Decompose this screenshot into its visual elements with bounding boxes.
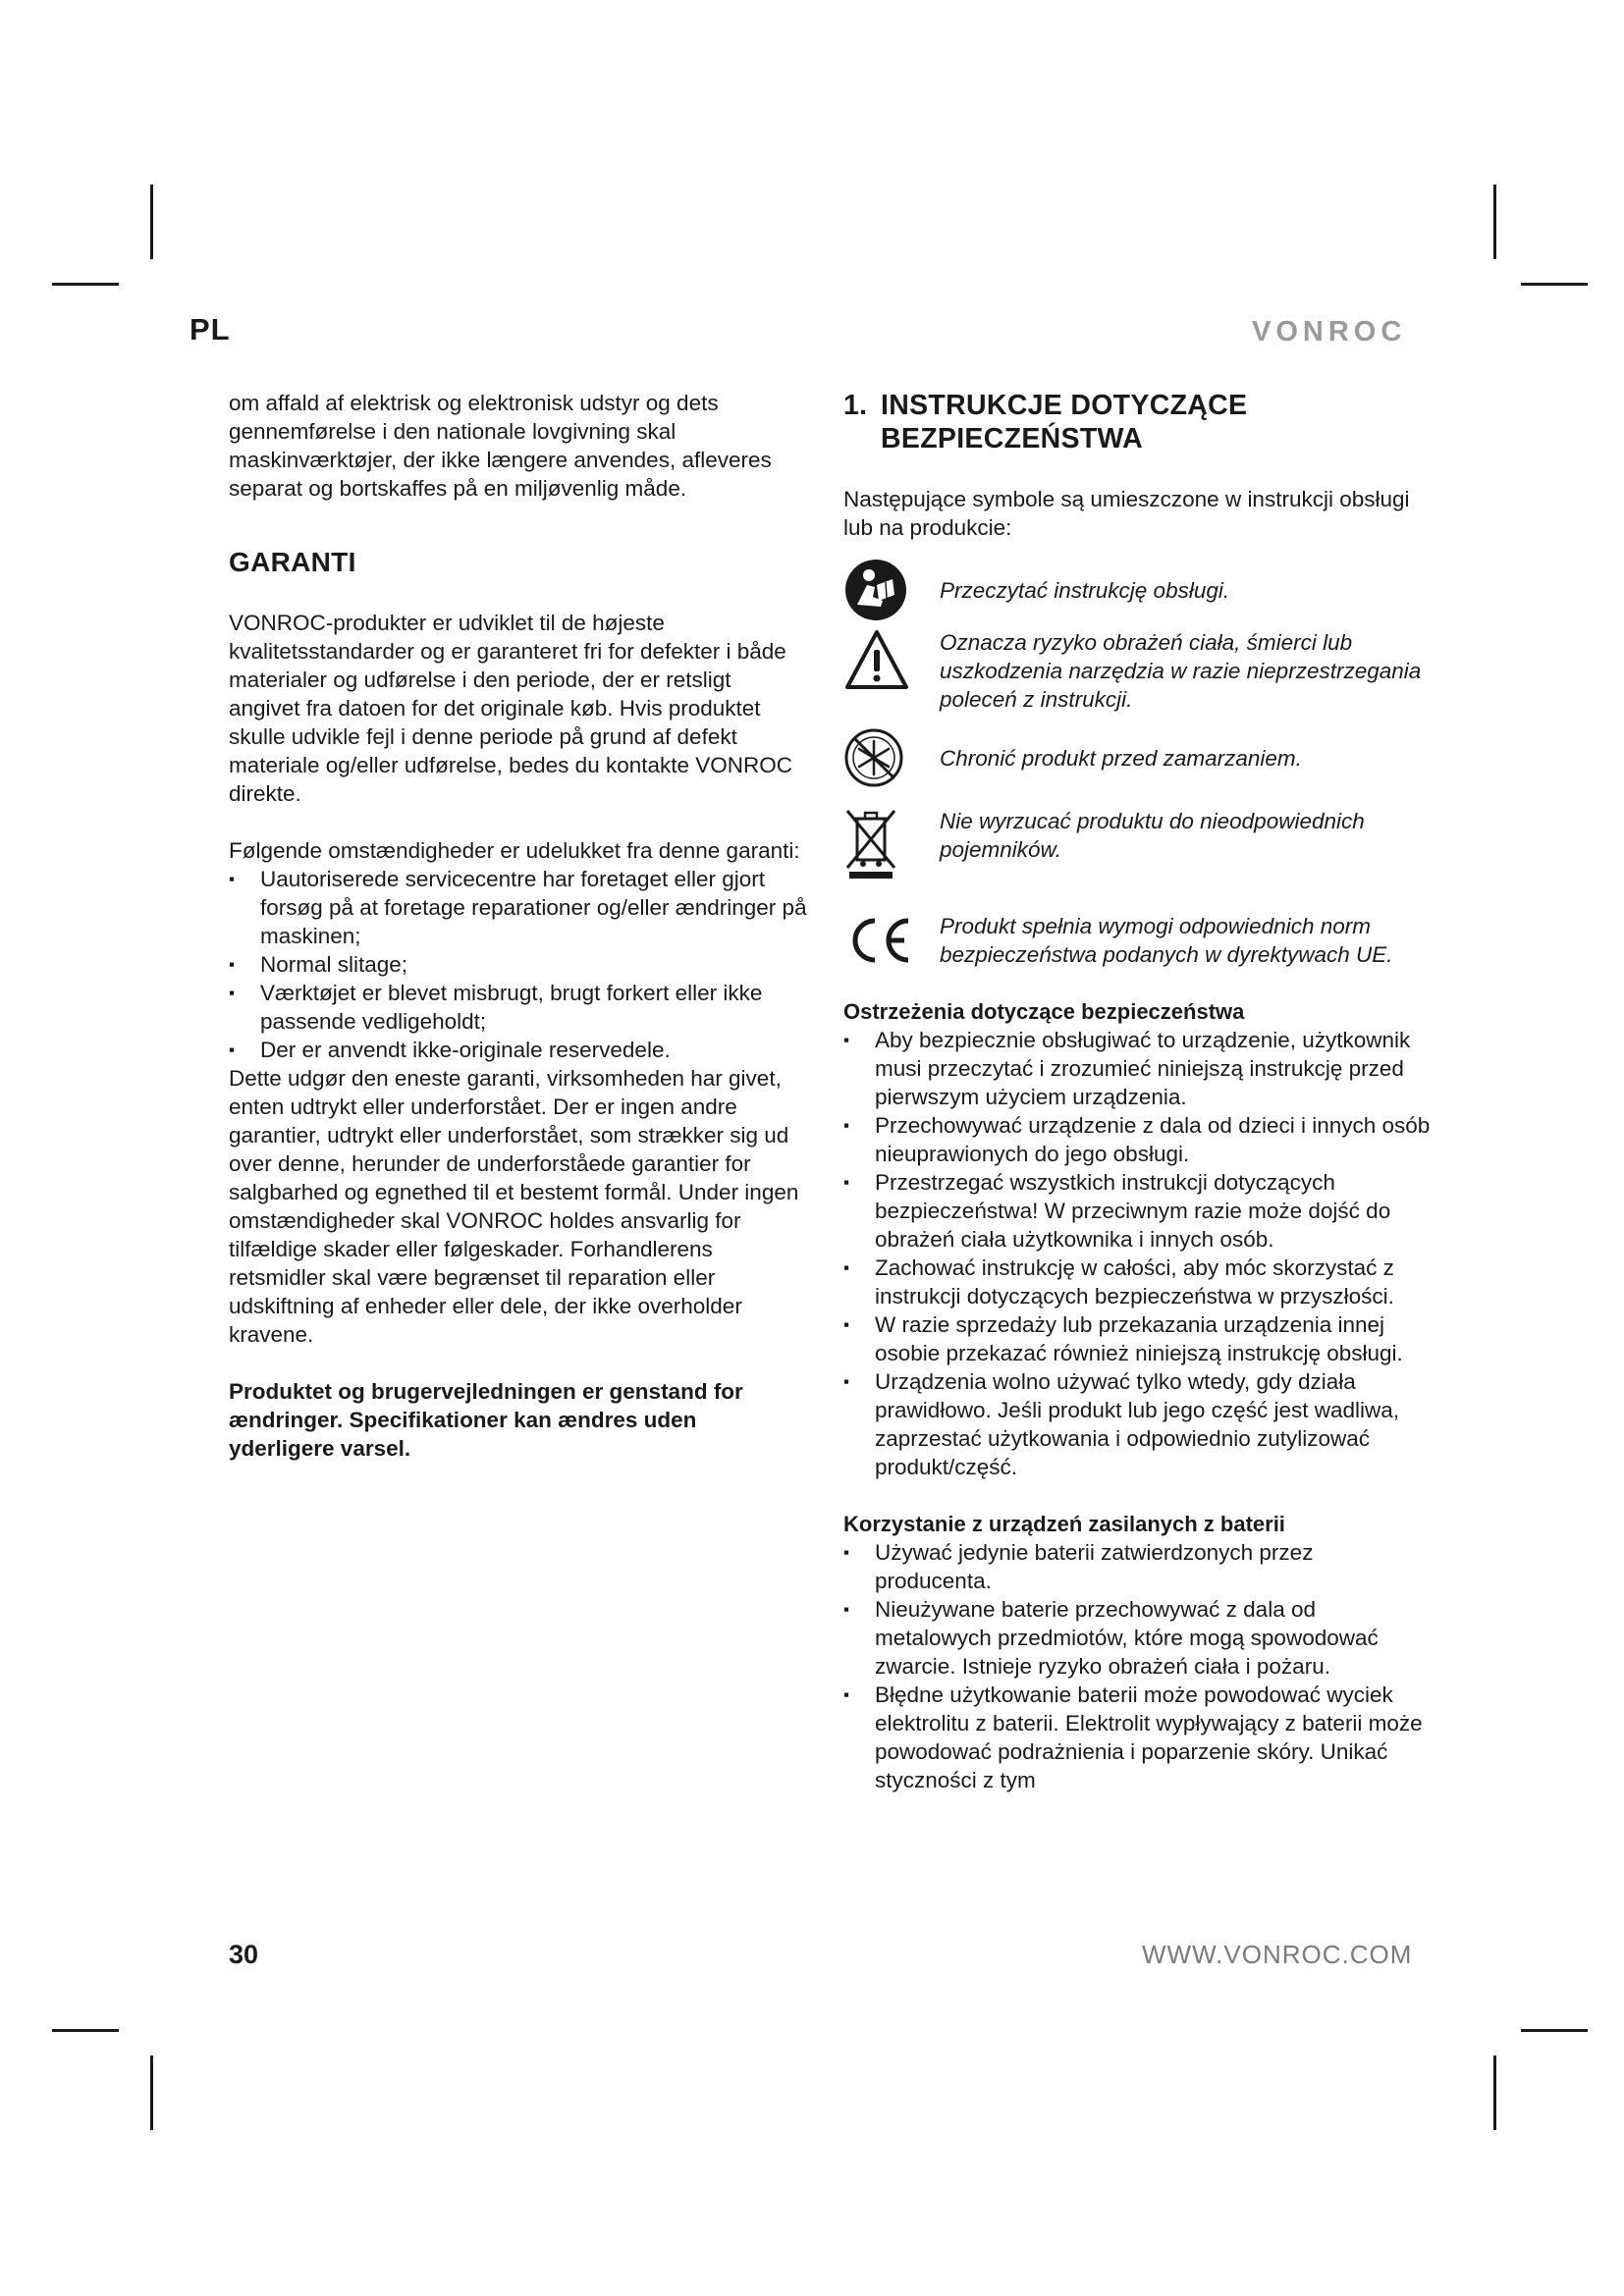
list-item: ▪ Aby bezpiecznie obsługiwać to urządzenie, użytkownik musi przeczytać i zrozumieć niniejszą instrukcję przed pierwszym użyciem urządzenia. <box>843 1026 1433 1111</box>
crop-mark <box>150 2056 153 2130</box>
list-item: ▪ Nieużywane baterie przechowywać z dala od metalowych przedmiotów, które mogą spowodować zwarcie. Istnieje ryzyko obrażeń ciała i pożaru. <box>843 1595 1433 1681</box>
exclusions-intro: Følgende omstændigheder er udelukket fra denne garanti: <box>229 838 800 863</box>
list-item: ▪ Normal slitage; <box>229 950 808 979</box>
symbol-row <box>843 897 1433 984</box>
symbol-text: Produkt spełnia wymogi odpowiednich norm bezpieczeństwa podanych w dyrektywach UE. <box>940 914 1393 967</box>
crop-mark <box>52 283 119 286</box>
symbol-text: Przeczytać instrukcję obsługi. <box>940 577 1230 603</box>
list-item: ▪ Przechowywać urządzenie z dala od dzieci i innych osób nieuprawionych do jego obsługi. <box>843 1111 1433 1168</box>
list-item: ▪ Używać jedynie baterii zatwierdzonych przez producenta. <box>843 1538 1433 1595</box>
crop-mark <box>150 185 153 259</box>
section-title: INSTRUKCJE DOTYCZĄCE BEZPIECZEŃSTWA <box>881 390 1248 454</box>
ce-mark-icon <box>843 913 914 968</box>
safety-subheading: Ostrzeżenia dotyczące bezpieczeństwa <box>843 999 1245 1024</box>
symbol-row <box>843 628 1433 713</box>
list-item: ▪ Uautoriserede servicecentre har foretaget eller gjort forsøg på at foretage reparationer og/eller ændringer på maskinen; <box>229 865 808 950</box>
website-url: WWW.VONROC.COM <box>1142 1940 1413 1969</box>
symbol-text: Nie wyrzucać produktu do nieodpowiednich pojemników. <box>940 809 1365 862</box>
exclusions-list <box>229 865 808 1064</box>
warranty-heading: GARANTI <box>229 547 356 577</box>
warning-triangle-icon <box>843 628 910 691</box>
battery-list <box>843 1538 1433 1794</box>
list-item: ▪ W razie sprzedaży lub przekazania urządzenia innej osobie przekazać również niniejszą instrukcję obsługi. <box>843 1310 1433 1367</box>
list-item: ▪ Błędne użytkowanie baterii może powodować wyciek elektrolitu z baterii. Elektrolit wypływający z baterii może powodować podrażnienia i poparzenie skóry. Unikać styczności z tym <box>843 1681 1433 1794</box>
symbol-text: Chronić produkt przed zamarzaniem. <box>940 745 1302 771</box>
intro-paragraph: om affald af elektrisk og elektronisk udstyr og dets gennemførelse i den nationale lovgivning skal maskinværktøjer, der ikke længere anvendes, afleveres separat og bortskaffes på en miljøvenlig måde. <box>229 391 772 501</box>
liability-paragraph: Dette udgør den eneste garanti, virksomheden har givet, enten udtrykt eller underforstået. Der er ingen andre garantier, udtrykt eller underforstået, som strækker sig ud over denne, herunder de underforståede garantier for salgbarhed og egnethed til et bestemt formål. Under ingen omstændigheder skal VONROC holdes ansvarlig for tilfældige skader eller følgeskader. Forhandlerens retsmidler skal være begrænset til reparation eller udskiftning af enheder eller dele, der ikke overholder kravene. <box>229 1066 799 1347</box>
symbols-list <box>843 556 1433 984</box>
crop-mark <box>1521 2029 1588 2032</box>
right-column <box>843 389 1433 1794</box>
read-manual-icon <box>843 558 908 622</box>
left-column <box>229 389 808 1463</box>
crop-mark <box>1521 283 1588 286</box>
weee-bin-icon <box>843 807 898 881</box>
list-item: ▪ Værktøjet er blevet misbrugt, brugt forkert eller ikke passende vedligeholdt; <box>229 979 808 1036</box>
crop-mark <box>1493 2056 1496 2130</box>
list-item: ▪ Zachować instrukcję w całości, aby móc skorzystać z instrukcji dotyczących bezpieczeństwa w przyszłości. <box>843 1254 1433 1310</box>
symbol-text: Oznacza ryzyko obrażeń ciała, śmierci lub uszkodzenia narzędzia w razie nieprzestrzegania poleceń z instrukcji. <box>940 630 1422 712</box>
list-item: ▪ Urządzenia wolno używać tylko wtedy, gdy działa prawidłowo. Jeśli produkt lub jego część jest wadliwa, zaprzestać użytkowania i odpowiednio zutylizować produkt/część. <box>843 1367 1433 1481</box>
warranty-paragraph: VONROC-produkter er udviklet til de højeste kvalitetsstandarder og er garanteret fri for defekter i både materialer og udførelse i den periode, der er retsligt angivet fra datoen for det originale køb. Hvis produktet skulle udvikle fejl i denne periode på grund af defekt materiale og/eller udførelse, bedes du kontakte VONROC direkte. <box>229 611 793 806</box>
list-item: ▪ Przestrzegać wszystkich instrukcji dotyczących bezpieczeństwa! W przeciwnym razie może dojść do obrażeń ciała użytkownika i innych osób. <box>843 1168 1433 1254</box>
language-code: PL <box>189 312 231 347</box>
list-item: ▪ Der er anvendt ikke-originale reservedele. <box>229 1036 808 1064</box>
symbol-row <box>843 556 1433 624</box>
change-notice: Produktet og brugervejledningen er genstand for ændringer. Specifikationer kan ændres uden yderligere varsel. <box>229 1379 743 1461</box>
battery-subheading: Korzystanie z urządzeń zasilanych z baterii <box>843 1512 1285 1536</box>
crop-mark <box>52 2029 119 2032</box>
symbols-intro: Następujące symbole są umieszczone w instrukcji obsługi lub na produkcie: <box>843 487 1410 540</box>
crop-mark <box>1493 185 1496 259</box>
protect-from-frost-icon <box>843 727 904 788</box>
symbol-row <box>843 722 1433 793</box>
page-number: 30 <box>229 1940 259 1969</box>
brand-logo: VONROC <box>1252 316 1407 347</box>
section-heading <box>843 389 1433 455</box>
safety-list <box>843 1026 1433 1481</box>
symbol-row <box>843 807 1433 891</box>
section-number: 1. <box>843 390 868 421</box>
